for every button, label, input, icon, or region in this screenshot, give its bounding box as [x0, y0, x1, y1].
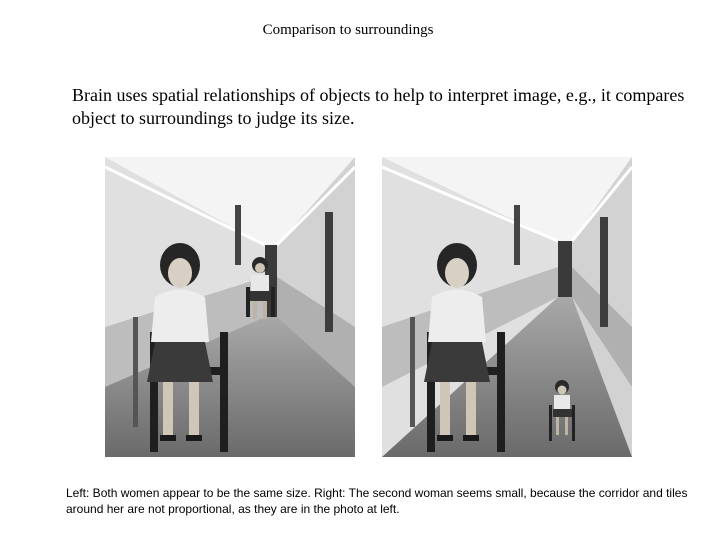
- corridor-photo-left: [105, 157, 355, 457]
- corridor-photo-icon: [105, 157, 355, 457]
- slide-title: Comparison to surroundings: [262, 22, 434, 38]
- intro-text: Brain uses spatial relationships of objects to help to interpret image, e.g., it compares object to surroundings to judge its size.: [72, 85, 685, 128]
- corridor-photo-icon: [382, 157, 632, 457]
- corridor-photo-right: [382, 157, 632, 457]
- photo-caption: Left: Both women appear to be the same size. Right: The second woman seems small, because the corridor and tiles around her are not proportional, as they are in the photo at left.: [66, 486, 688, 516]
